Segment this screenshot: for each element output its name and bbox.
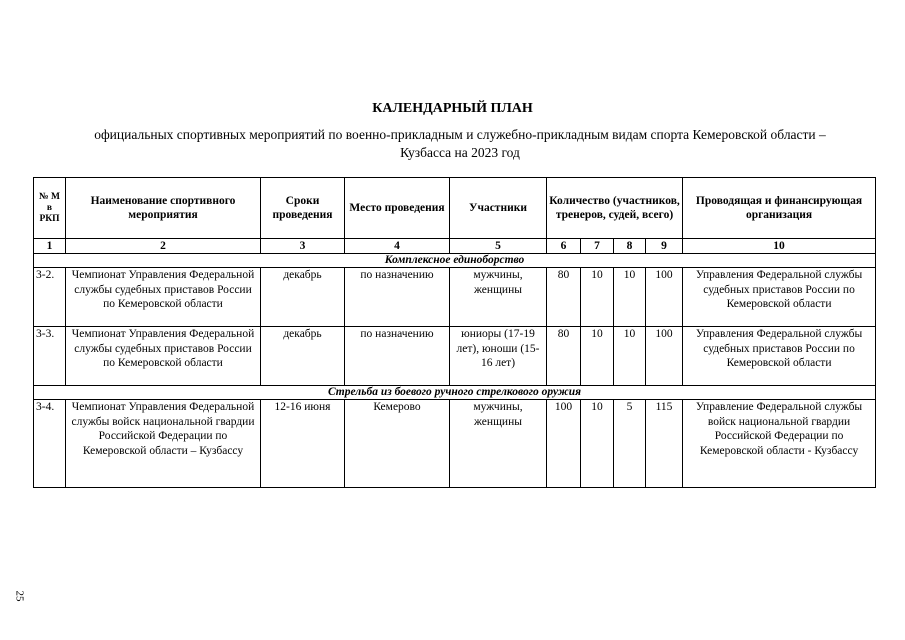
cell-q-total: 100 <box>646 327 683 386</box>
cell-q-judges: 5 <box>614 400 646 488</box>
cell-dates: декабрь <box>261 327 345 386</box>
column-number: 9 <box>646 239 683 254</box>
header-place: Место проведения <box>345 178 450 239</box>
cell-q-participants: 80 <box>547 268 581 327</box>
cell-q-participants: 80 <box>547 327 581 386</box>
column-number: 2 <box>66 239 261 254</box>
subtitle-line-1: официальных спортивных мероприятий по военно-прикладным и служебно-прикладным видам спорта Кемеровской области – <box>94 127 826 142</box>
cell-q-total: 100 <box>646 268 683 327</box>
cell-place: по назначению <box>345 268 450 327</box>
cell-participants: юниоры (17-19 лет), юноши (15-16 лет) <box>450 327 547 386</box>
cell-place: Кемерово <box>345 400 450 488</box>
table-row <box>34 400 876 488</box>
cell-num: 3-3. <box>34 327 66 386</box>
header-participants: Участники <box>450 178 547 239</box>
cell-dates: 12-16 июня <box>261 400 345 488</box>
cell-name: Чемпионат Управления Федеральной службы судебных приставов России по Кемеровской области <box>66 268 261 327</box>
cell-q-judges: 10 <box>614 268 646 327</box>
column-number: 1 <box>34 239 66 254</box>
cell-q-total: 115 <box>646 400 683 488</box>
cell-name: Чемпионат Управления Федеральной службы судебных приставов России по Кемеровской области <box>66 327 261 386</box>
cell-place: по назначению <box>345 327 450 386</box>
cell-q-participants: 100 <box>547 400 581 488</box>
document-subtitle <box>30 126 890 162</box>
cell-q-judges: 10 <box>614 327 646 386</box>
cell-organizer: Управления Федеральной службы судебных приставов России по Кемеровской области <box>683 327 876 386</box>
column-numbers-row <box>34 239 876 254</box>
column-number: 4 <box>345 239 450 254</box>
column-number: 3 <box>261 239 345 254</box>
subtitle-line-2: Кузбасса на 2023 год <box>400 145 520 160</box>
table-row <box>34 268 876 327</box>
column-number: 10 <box>683 239 876 254</box>
column-number: 8 <box>614 239 646 254</box>
cell-q-coaches: 10 <box>581 327 614 386</box>
cell-participants: мужчины, женщины <box>450 400 547 488</box>
section-title: Комплексное единоборство <box>34 254 876 268</box>
cell-num: 3-4. <box>34 400 66 488</box>
column-number: 7 <box>581 239 614 254</box>
column-number: 6 <box>547 239 581 254</box>
cell-name: Чемпионат Управления Федеральной службы войск национальной гвардии Российской Федерации по Кемеровской области – Кузбассу <box>66 400 261 488</box>
cell-num: 3-2. <box>34 268 66 327</box>
document-title: КАЛЕНДАРНЫЙ ПЛАН <box>372 101 533 116</box>
header-organizer: Проводящая и финансирующая организация <box>683 178 876 239</box>
column-number: 5 <box>450 239 547 254</box>
cell-q-coaches: 10 <box>581 400 614 488</box>
section-title: Стрельба из боевого ручного стрелкового оружия <box>34 386 876 400</box>
header-quantity: Количество (участников, тренеров, судей, всего) <box>547 178 683 239</box>
header-num: № М в РКП <box>34 178 66 239</box>
cell-q-coaches: 10 <box>581 268 614 327</box>
section-row <box>34 254 876 268</box>
cell-participants: мужчины, женщины <box>450 268 547 327</box>
header-name: Наименование спортивного мероприятия <box>66 178 261 239</box>
cell-organizer: Управления Федеральной службы судебных приставов России по Кемеровской области <box>683 268 876 327</box>
cell-dates: декабрь <box>261 268 345 327</box>
table-row <box>34 327 876 386</box>
calendar-plan-table <box>33 177 876 488</box>
cell-organizer: Управление Федеральной службы войск национальной гвардии Российской Федерации по Кемеровской области - Кузбассу <box>683 400 876 488</box>
page-number: 25 <box>13 590 26 602</box>
header-dates: Сроки проведения <box>261 178 345 239</box>
section-row <box>34 386 876 400</box>
header-row <box>34 178 876 239</box>
